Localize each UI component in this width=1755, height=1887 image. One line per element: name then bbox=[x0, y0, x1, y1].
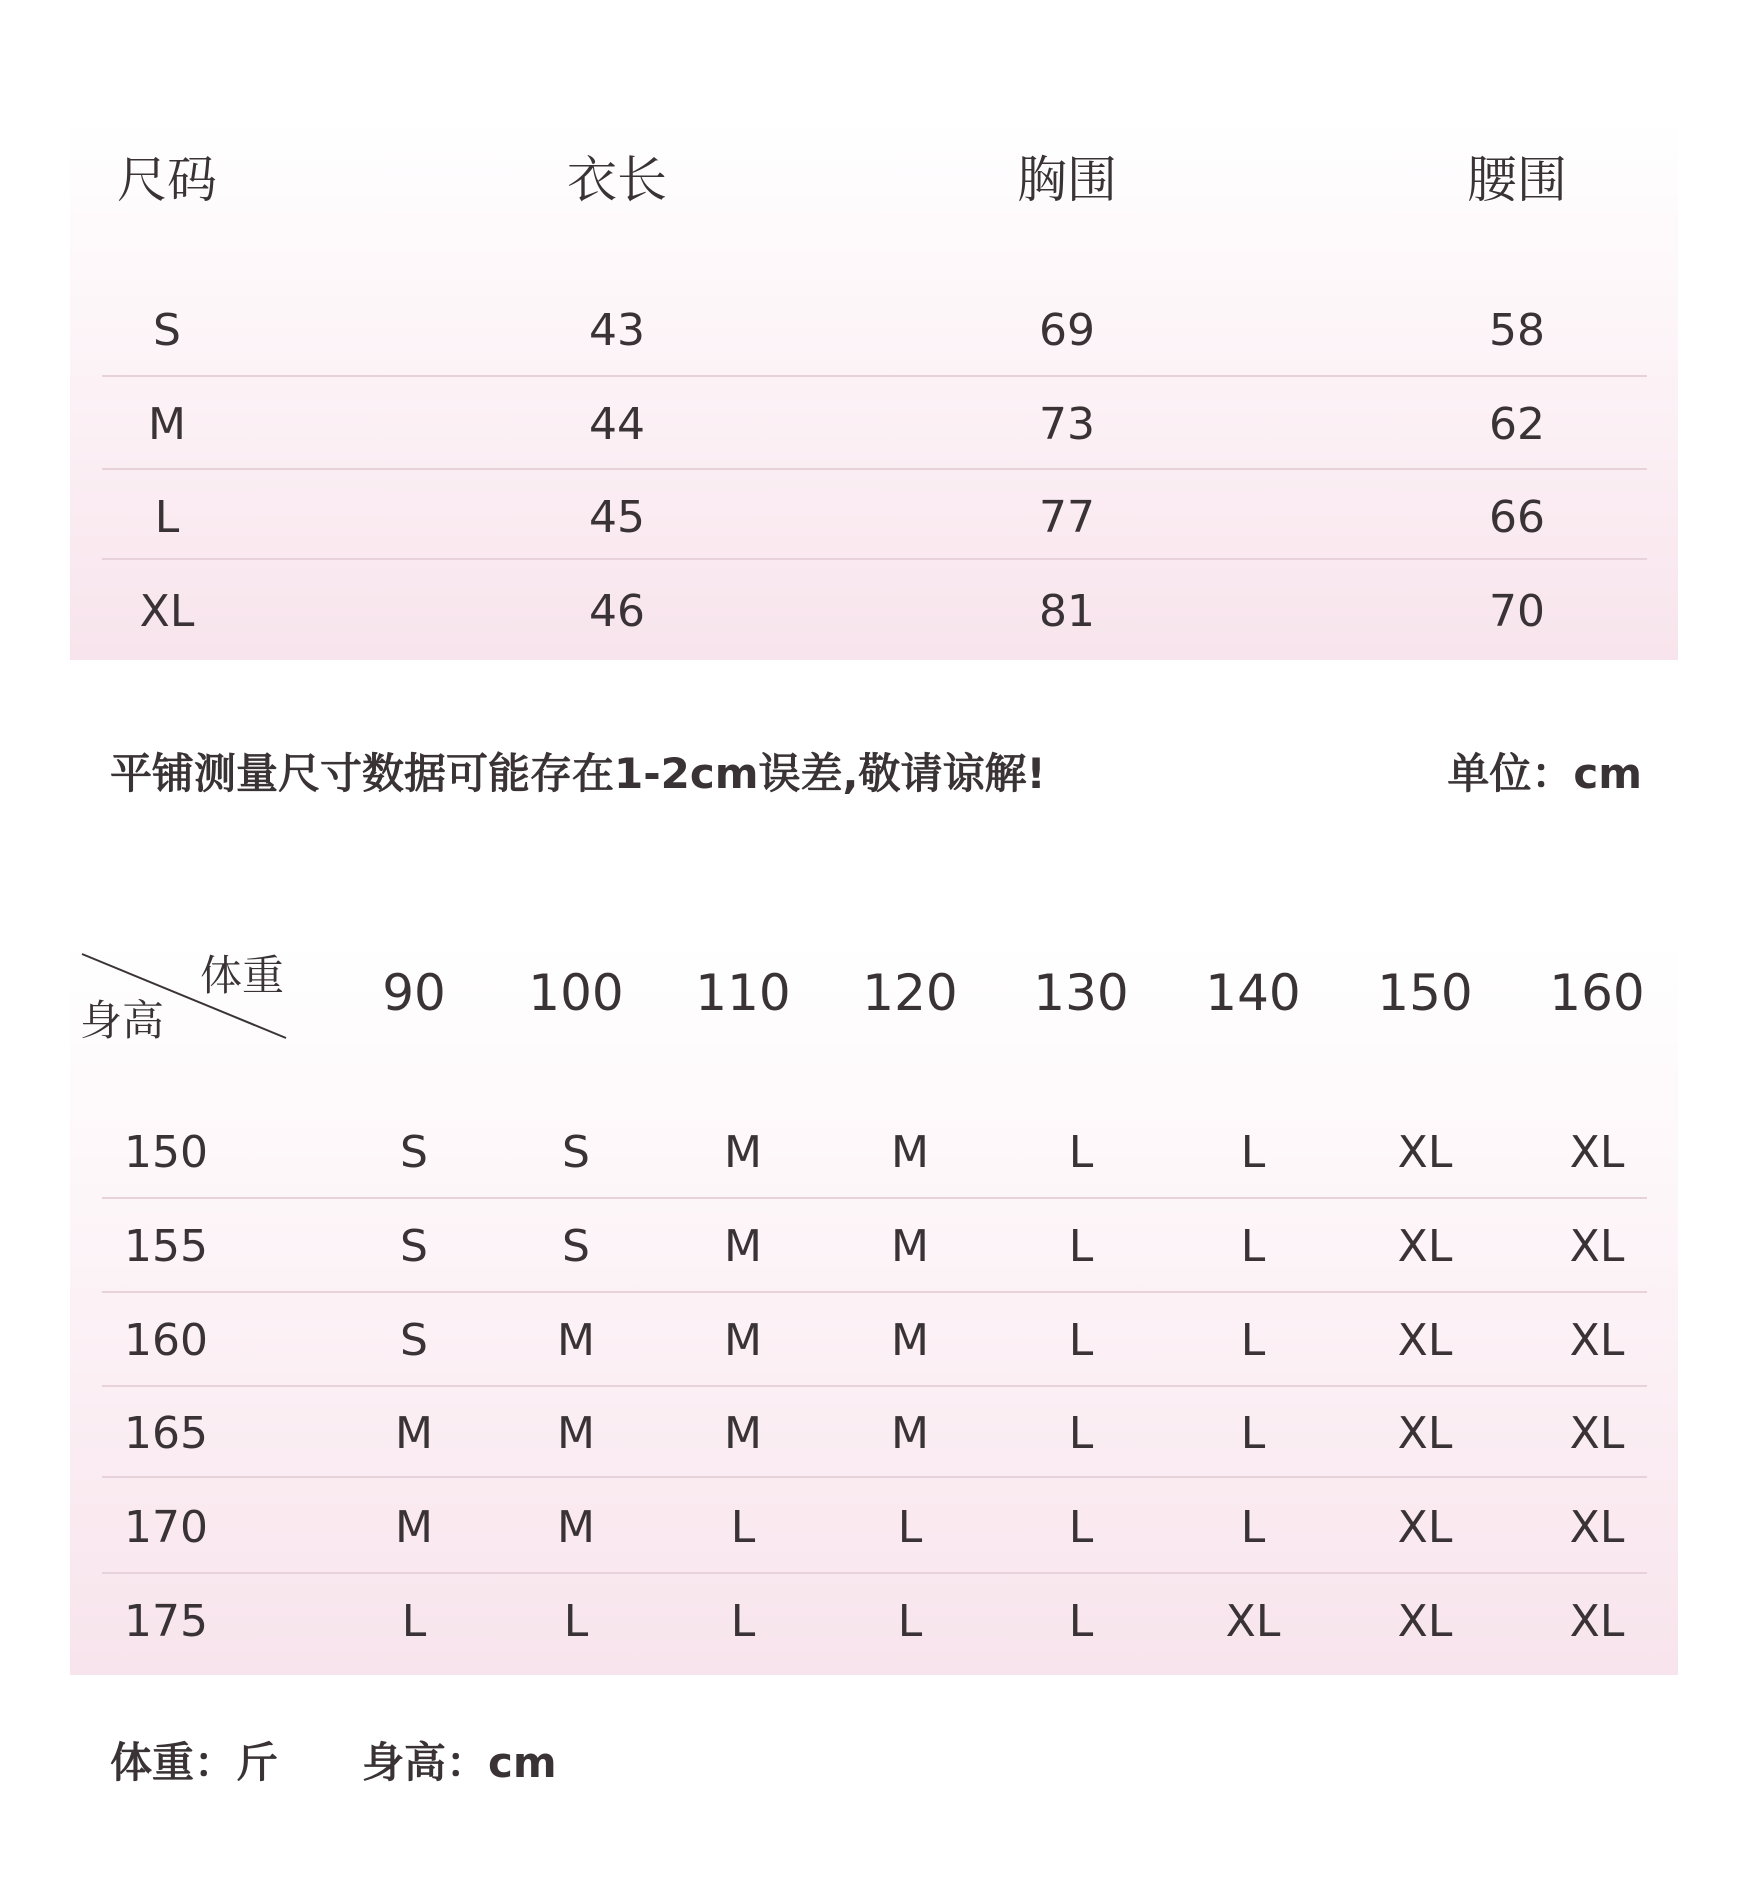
measurement-cell: 66 bbox=[1489, 492, 1545, 543]
height-row-header: 170 bbox=[124, 1502, 208, 1553]
recommended-size-cell: XL bbox=[1397, 1127, 1453, 1178]
size-chart-panel bbox=[70, 120, 1678, 660]
size-label-cell: M bbox=[148, 399, 186, 450]
recommended-size-cell: L bbox=[1240, 1221, 1266, 1272]
size-header-cell: 胸围 bbox=[1017, 151, 1117, 209]
measurement-cell: 69 bbox=[1039, 305, 1095, 356]
height-row-header: 160 bbox=[124, 1315, 208, 1366]
weight-header-cell: 110 bbox=[695, 964, 791, 1022]
recommended-size-cell: XL bbox=[1569, 1596, 1625, 1647]
weight-header-cell: 140 bbox=[1205, 964, 1301, 1022]
recommended-size-cell: L bbox=[730, 1596, 756, 1647]
recommended-size-cell: L bbox=[730, 1502, 756, 1553]
row-divider bbox=[102, 558, 1647, 560]
recommended-size-cell: L bbox=[1240, 1408, 1266, 1459]
row-divider bbox=[102, 1385, 1647, 1387]
recommended-size-cell: M bbox=[891, 1315, 929, 1366]
recommended-size-cell: M bbox=[557, 1315, 595, 1366]
recommended-size-cell: S bbox=[400, 1127, 428, 1178]
recommended-size-cell: L bbox=[1068, 1502, 1094, 1553]
weight-header-cell: 120 bbox=[862, 964, 958, 1022]
measurement-cell: 70 bbox=[1489, 586, 1545, 637]
recommended-size-cell: M bbox=[891, 1127, 929, 1178]
height-row-header: 165 bbox=[124, 1408, 208, 1459]
size-unit-label: 单位：cm bbox=[1447, 749, 1642, 798]
measurement-cell: 45 bbox=[589, 492, 645, 543]
recommended-size-cell: L bbox=[563, 1596, 589, 1647]
size-header-cell: 衣长 bbox=[567, 151, 667, 209]
recommended-size-cell: XL bbox=[1569, 1221, 1625, 1272]
recommended-size-cell: M bbox=[724, 1408, 762, 1459]
row-divider bbox=[102, 375, 1647, 377]
recommended-size-cell: S bbox=[562, 1127, 590, 1178]
recommended-size-cell: L bbox=[1068, 1221, 1094, 1272]
corner-height-label: 身高 bbox=[80, 996, 165, 1045]
recommended-size-cell: L bbox=[1068, 1315, 1094, 1366]
measurement-cell: 73 bbox=[1039, 399, 1095, 450]
measurement-note: 平铺测量尺寸数据可能存在1-2cm误差,敬请谅解! bbox=[110, 749, 1046, 798]
corner-weight-label: 体重 bbox=[200, 951, 285, 1000]
measurement-cell: 46 bbox=[589, 586, 645, 637]
recommended-size-cell: XL bbox=[1397, 1502, 1453, 1553]
recommended-size-cell: L bbox=[1068, 1596, 1094, 1647]
size-recommendation-panel bbox=[70, 940, 1678, 1675]
recommended-size-cell: M bbox=[891, 1221, 929, 1272]
row-divider bbox=[102, 1197, 1647, 1199]
recommended-size-cell: S bbox=[400, 1315, 428, 1366]
recommended-size-cell: L bbox=[1068, 1408, 1094, 1459]
measurement-cell: 77 bbox=[1039, 492, 1095, 543]
recommended-size-cell: XL bbox=[1225, 1596, 1281, 1647]
weight-unit-label: 体重：斤 bbox=[110, 1738, 279, 1787]
recommended-size-cell: M bbox=[724, 1127, 762, 1178]
recommended-size-cell: XL bbox=[1397, 1408, 1453, 1459]
recommended-size-cell: S bbox=[400, 1221, 428, 1272]
size-header-cell: 尺码 bbox=[117, 151, 217, 209]
row-divider bbox=[102, 1572, 1647, 1574]
recommended-size-cell: L bbox=[897, 1596, 923, 1647]
size-label-cell: S bbox=[153, 305, 181, 356]
weight-header-cell: 100 bbox=[528, 964, 624, 1022]
recommended-size-cell: M bbox=[395, 1408, 433, 1459]
row-divider bbox=[102, 1291, 1647, 1293]
recommended-size-cell: XL bbox=[1397, 1315, 1453, 1366]
recommended-size-cell: M bbox=[557, 1502, 595, 1553]
weight-header-cell: 130 bbox=[1033, 964, 1129, 1022]
row-divider bbox=[102, 468, 1647, 470]
weight-header-cell: 150 bbox=[1377, 964, 1473, 1022]
measurement-cell: 81 bbox=[1039, 586, 1095, 637]
height-row-header: 155 bbox=[124, 1221, 208, 1272]
recommended-size-cell: XL bbox=[1569, 1127, 1625, 1178]
recommended-size-cell: M bbox=[557, 1408, 595, 1459]
recommended-size-cell: L bbox=[401, 1596, 427, 1647]
measurement-cell: 43 bbox=[589, 305, 645, 356]
weight-header-cell: 90 bbox=[382, 964, 446, 1022]
recommended-size-cell: M bbox=[724, 1221, 762, 1272]
size-label-cell: XL bbox=[139, 586, 195, 637]
recommended-size-cell: L bbox=[1068, 1127, 1094, 1178]
recommended-size-cell: M bbox=[891, 1408, 929, 1459]
size-label-cell: L bbox=[154, 492, 180, 543]
recommended-size-cell: L bbox=[1240, 1502, 1266, 1553]
recommended-size-cell: L bbox=[897, 1502, 923, 1553]
recommended-size-cell: XL bbox=[1569, 1408, 1625, 1459]
height-row-header: 175 bbox=[124, 1596, 208, 1647]
recommended-size-cell: XL bbox=[1397, 1221, 1453, 1272]
recommended-size-cell: M bbox=[395, 1502, 433, 1553]
height-row-header: 150 bbox=[124, 1127, 208, 1178]
recommended-size-cell: L bbox=[1240, 1315, 1266, 1366]
recommended-size-cell: XL bbox=[1569, 1315, 1625, 1366]
height-unit-label: 身高：cm bbox=[362, 1738, 557, 1787]
recommended-size-cell: M bbox=[724, 1315, 762, 1366]
size-header-cell: 腰围 bbox=[1467, 151, 1567, 209]
weight-header-cell: 160 bbox=[1549, 964, 1645, 1022]
recommended-size-cell: XL bbox=[1569, 1502, 1625, 1553]
recommended-size-cell: XL bbox=[1397, 1596, 1453, 1647]
row-divider bbox=[102, 1476, 1647, 1478]
measurement-cell: 44 bbox=[589, 399, 645, 450]
recommended-size-cell: S bbox=[562, 1221, 590, 1272]
recommended-size-cell: L bbox=[1240, 1127, 1266, 1178]
measurement-cell: 58 bbox=[1489, 305, 1545, 356]
measurement-cell: 62 bbox=[1489, 399, 1545, 450]
